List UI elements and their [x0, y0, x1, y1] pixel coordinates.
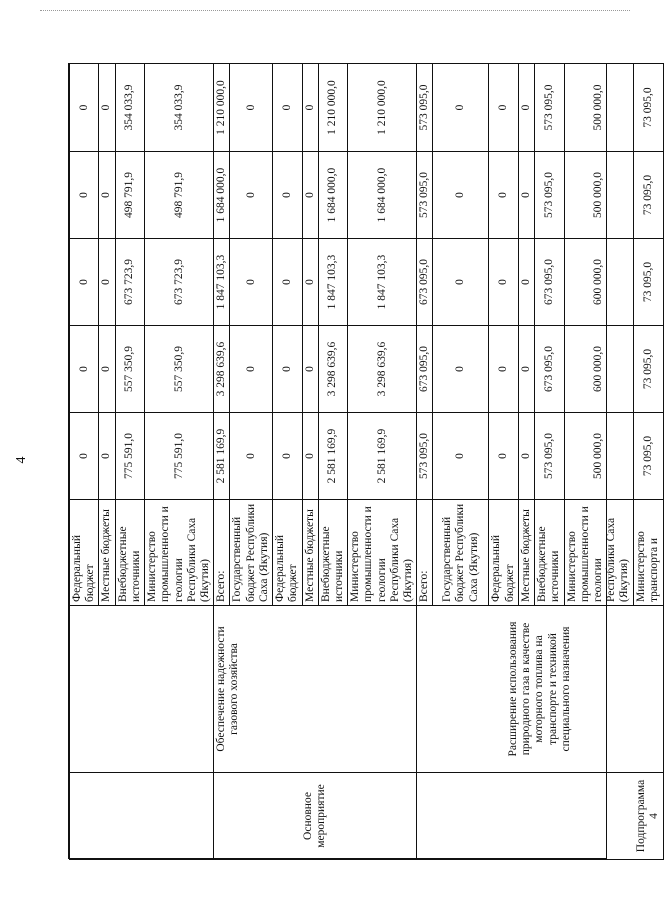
- value-cell: 3 298 639,6: [348, 326, 417, 413]
- source-cell: Внебюджетные источники: [535, 500, 564, 606]
- source-cell: Местные бюджеты: [518, 500, 534, 606]
- source-cell: Федеральный бюджет: [70, 500, 99, 606]
- value-cell: 1 847 103,3: [214, 239, 230, 326]
- activity-label: Расширение использования природного газа в качестве моторного топлива на транспорте и техникой специального назначения: [417, 606, 663, 773]
- value-cell: 0: [230, 64, 273, 152]
- source-cell: Федеральный бюджет: [273, 500, 302, 606]
- table-row: [417, 64, 433, 860]
- source-cell: Внебюджетные источники: [115, 500, 144, 606]
- value-cell: 0: [302, 413, 318, 500]
- budget-table: [69, 63, 664, 860]
- value-cell: 73 095,0: [633, 239, 663, 326]
- source-cell: Всего:: [417, 500, 433, 606]
- value-cell: 673 723,9: [145, 239, 214, 326]
- value-cell: 1 684 000,0: [214, 152, 230, 239]
- value-cell: 0: [70, 152, 99, 239]
- value-cell: 0: [302, 64, 318, 152]
- value-cell: 2 581 169,9: [348, 413, 417, 500]
- source-cell: Государственный бюджет Республики Саха (Якутия): [230, 500, 273, 606]
- value-cell: 573 095,0: [535, 64, 564, 152]
- value-cell: 0: [273, 64, 302, 152]
- value-cell: 673 095,0: [535, 326, 564, 413]
- source-cell: Министерство промышленности и геологии Республики Саха (Якутия): [348, 500, 417, 606]
- value-cell: 0: [230, 152, 273, 239]
- value-cell: 557 350,9: [145, 326, 214, 413]
- value-cell: 0: [70, 239, 99, 326]
- value-cell: 0: [489, 326, 518, 413]
- table-row: [70, 64, 99, 860]
- value-cell: 0: [518, 239, 534, 326]
- value-cell: 0: [433, 413, 489, 500]
- value-cell: 1 847 103,3: [318, 239, 347, 326]
- value-cell: 73 095,0: [633, 413, 663, 500]
- value-cell: 0: [70, 326, 99, 413]
- value-cell: 0: [99, 413, 115, 500]
- value-cell: 500 000,0: [564, 64, 633, 152]
- value-cell: 2 581 169,9: [214, 413, 230, 500]
- value-cell: 73 095,0: [633, 152, 663, 239]
- source-cell: Внебюджетные источники: [318, 500, 347, 606]
- value-cell: 2 581 169,9: [318, 413, 347, 500]
- value-cell: 673 095,0: [417, 326, 433, 413]
- value-cell: 0: [273, 239, 302, 326]
- value-cell: 600 000,0: [564, 326, 633, 413]
- page-number: 4: [14, 456, 29, 464]
- value-cell: 0: [99, 152, 115, 239]
- value-cell: 573 095,0: [417, 152, 433, 239]
- value-cell: 0: [99, 326, 115, 413]
- value-cell: 573 095,0: [535, 152, 564, 239]
- value-cell: 0: [230, 239, 273, 326]
- value-cell: 0: [70, 64, 99, 152]
- value-cell: 0: [99, 64, 115, 152]
- value-cell: 73 095,0: [633, 64, 663, 152]
- value-cell: 498 791,9: [145, 152, 214, 239]
- source-cell: Местные бюджеты: [302, 500, 318, 606]
- value-cell: 0: [302, 239, 318, 326]
- value-cell: 0: [489, 239, 518, 326]
- program-label: Подпрограмма 4: [417, 773, 663, 860]
- value-cell: 0: [99, 239, 115, 326]
- value-cell: 500 000,0: [564, 152, 633, 239]
- value-cell: 0: [433, 64, 489, 152]
- source-cell: Всего:: [214, 500, 230, 606]
- source-cell: Государственный бюджет Республики Саха (Якутия): [433, 500, 489, 606]
- value-cell: 573 095,0: [417, 64, 433, 152]
- value-cell: 673 095,0: [535, 239, 564, 326]
- source-cell: Министерство транспорта и: [633, 500, 663, 606]
- value-cell: 0: [273, 413, 302, 500]
- value-cell: 0: [433, 152, 489, 239]
- value-cell: 0: [302, 326, 318, 413]
- value-cell: 0: [489, 152, 518, 239]
- value-cell: 0: [433, 239, 489, 326]
- program-label: Основное мероприятие: [214, 773, 417, 860]
- value-cell: 1 847 103,3: [348, 239, 417, 326]
- source-cell: Местные бюджеты: [99, 500, 115, 606]
- value-cell: 0: [518, 64, 534, 152]
- scan-edge-line: [40, 10, 630, 11]
- value-cell: 0: [70, 413, 99, 500]
- value-cell: 0: [518, 413, 534, 500]
- value-cell: 0: [230, 326, 273, 413]
- value-cell: 0: [230, 413, 273, 500]
- table-row: [214, 64, 230, 860]
- value-cell: 1 210 000,0: [318, 64, 347, 152]
- source-cell: Министерство промышленности и геологии Республики Саха (Якутия): [564, 500, 633, 606]
- value-cell: 0: [518, 152, 534, 239]
- budget-table-sheet: [68, 63, 661, 859]
- value-cell: 73 095,0: [633, 326, 663, 413]
- value-cell: 600 000,0: [564, 239, 633, 326]
- activity-label: Обеспечение надежности газового хозяйства: [214, 606, 417, 773]
- value-cell: 0: [302, 152, 318, 239]
- value-cell: 0: [489, 413, 518, 500]
- value-cell: 573 095,0: [535, 413, 564, 500]
- value-cell: 498 791,9: [115, 152, 144, 239]
- rotated-table-frame: [69, 64, 661, 860]
- value-cell: 775 591,0: [115, 413, 144, 500]
- value-cell: 557 350,9: [115, 326, 144, 413]
- value-cell: 1 684 000,0: [348, 152, 417, 239]
- value-cell: 0: [273, 326, 302, 413]
- value-cell: 0: [489, 64, 518, 152]
- value-cell: 775 591,0: [145, 413, 214, 500]
- value-cell: 1 210 000,0: [214, 64, 230, 152]
- value-cell: 500 000,0: [564, 413, 633, 500]
- value-cell: 573 095,0: [417, 413, 433, 500]
- value-cell: 0: [273, 152, 302, 239]
- value-cell: 673 095,0: [417, 239, 433, 326]
- value-cell: 3 298 639,6: [318, 326, 347, 413]
- source-cell: Федеральный бюджет: [489, 500, 518, 606]
- activity-cell-empty: [70, 606, 214, 773]
- value-cell: 354 033,9: [115, 64, 144, 152]
- program-cell-empty: [70, 773, 214, 860]
- value-cell: 673 723,9: [115, 239, 144, 326]
- source-cell: Министерство промышленности и геологии Республики Саха (Якутия): [145, 500, 214, 606]
- value-cell: 3 298 639,6: [214, 326, 230, 413]
- value-cell: 1 684 000,0: [318, 152, 347, 239]
- value-cell: 0: [433, 326, 489, 413]
- value-cell: 0: [518, 326, 534, 413]
- value-cell: 354 033,9: [145, 64, 214, 152]
- value-cell: 1 210 000,0: [348, 64, 417, 152]
